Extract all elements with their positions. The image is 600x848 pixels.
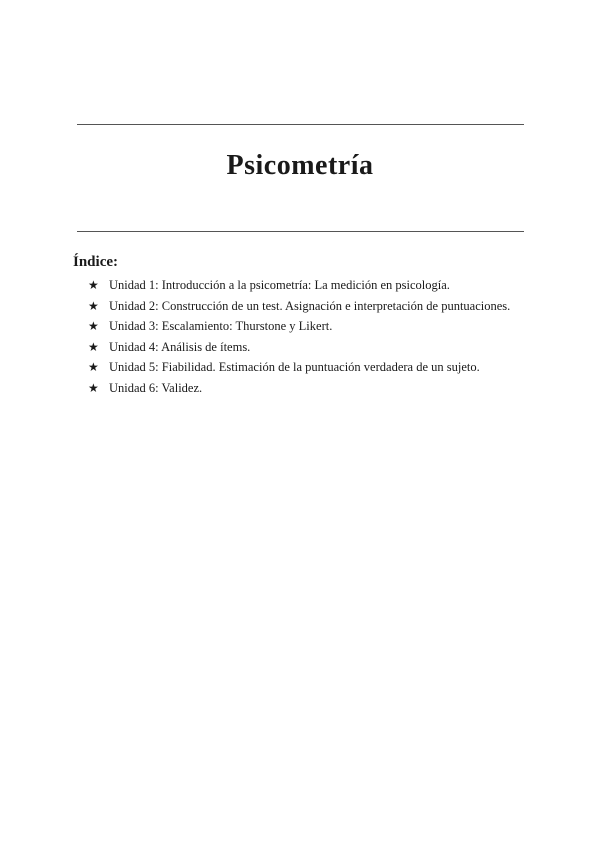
star-icon: ★	[88, 298, 99, 313]
list-item-text: Unidad 1: Introducción a la psicometría: La medición en psicología.	[109, 278, 450, 292]
star-icon: ★	[88, 360, 99, 374]
bottom-divider	[77, 231, 524, 232]
top-divider	[77, 124, 524, 125]
list-item	[88, 275, 526, 296]
star-icon: ★	[88, 319, 99, 333]
list-item	[88, 378, 526, 399]
list-item	[88, 337, 526, 358]
list-item	[88, 316, 526, 337]
star-icon: ★	[88, 339, 99, 354]
star-icon: ★	[88, 380, 99, 395]
index-heading: Índice:	[73, 254, 118, 270]
list-item-text: Unidad 4: Análisis de ítems.	[109, 339, 251, 354]
list-item-text: Unidad 5: Fiabilidad. Estimación de la puntuación verdadera de un sujeto.	[109, 360, 480, 374]
list-item-text: Unidad 2: Construcción de un test. Asignación e interpretación de puntuaciones.	[109, 298, 511, 313]
index-list	[88, 275, 526, 398]
list-item	[88, 296, 526, 317]
page-title: Psicometría	[226, 150, 374, 181]
list-item-text: Unidad 6: Validez.	[109, 380, 203, 395]
list-item-text: Unidad 3: Escalamiento: Thurstone y Likert.	[109, 319, 333, 333]
star-icon: ★	[88, 278, 99, 292]
list-item	[88, 357, 526, 378]
